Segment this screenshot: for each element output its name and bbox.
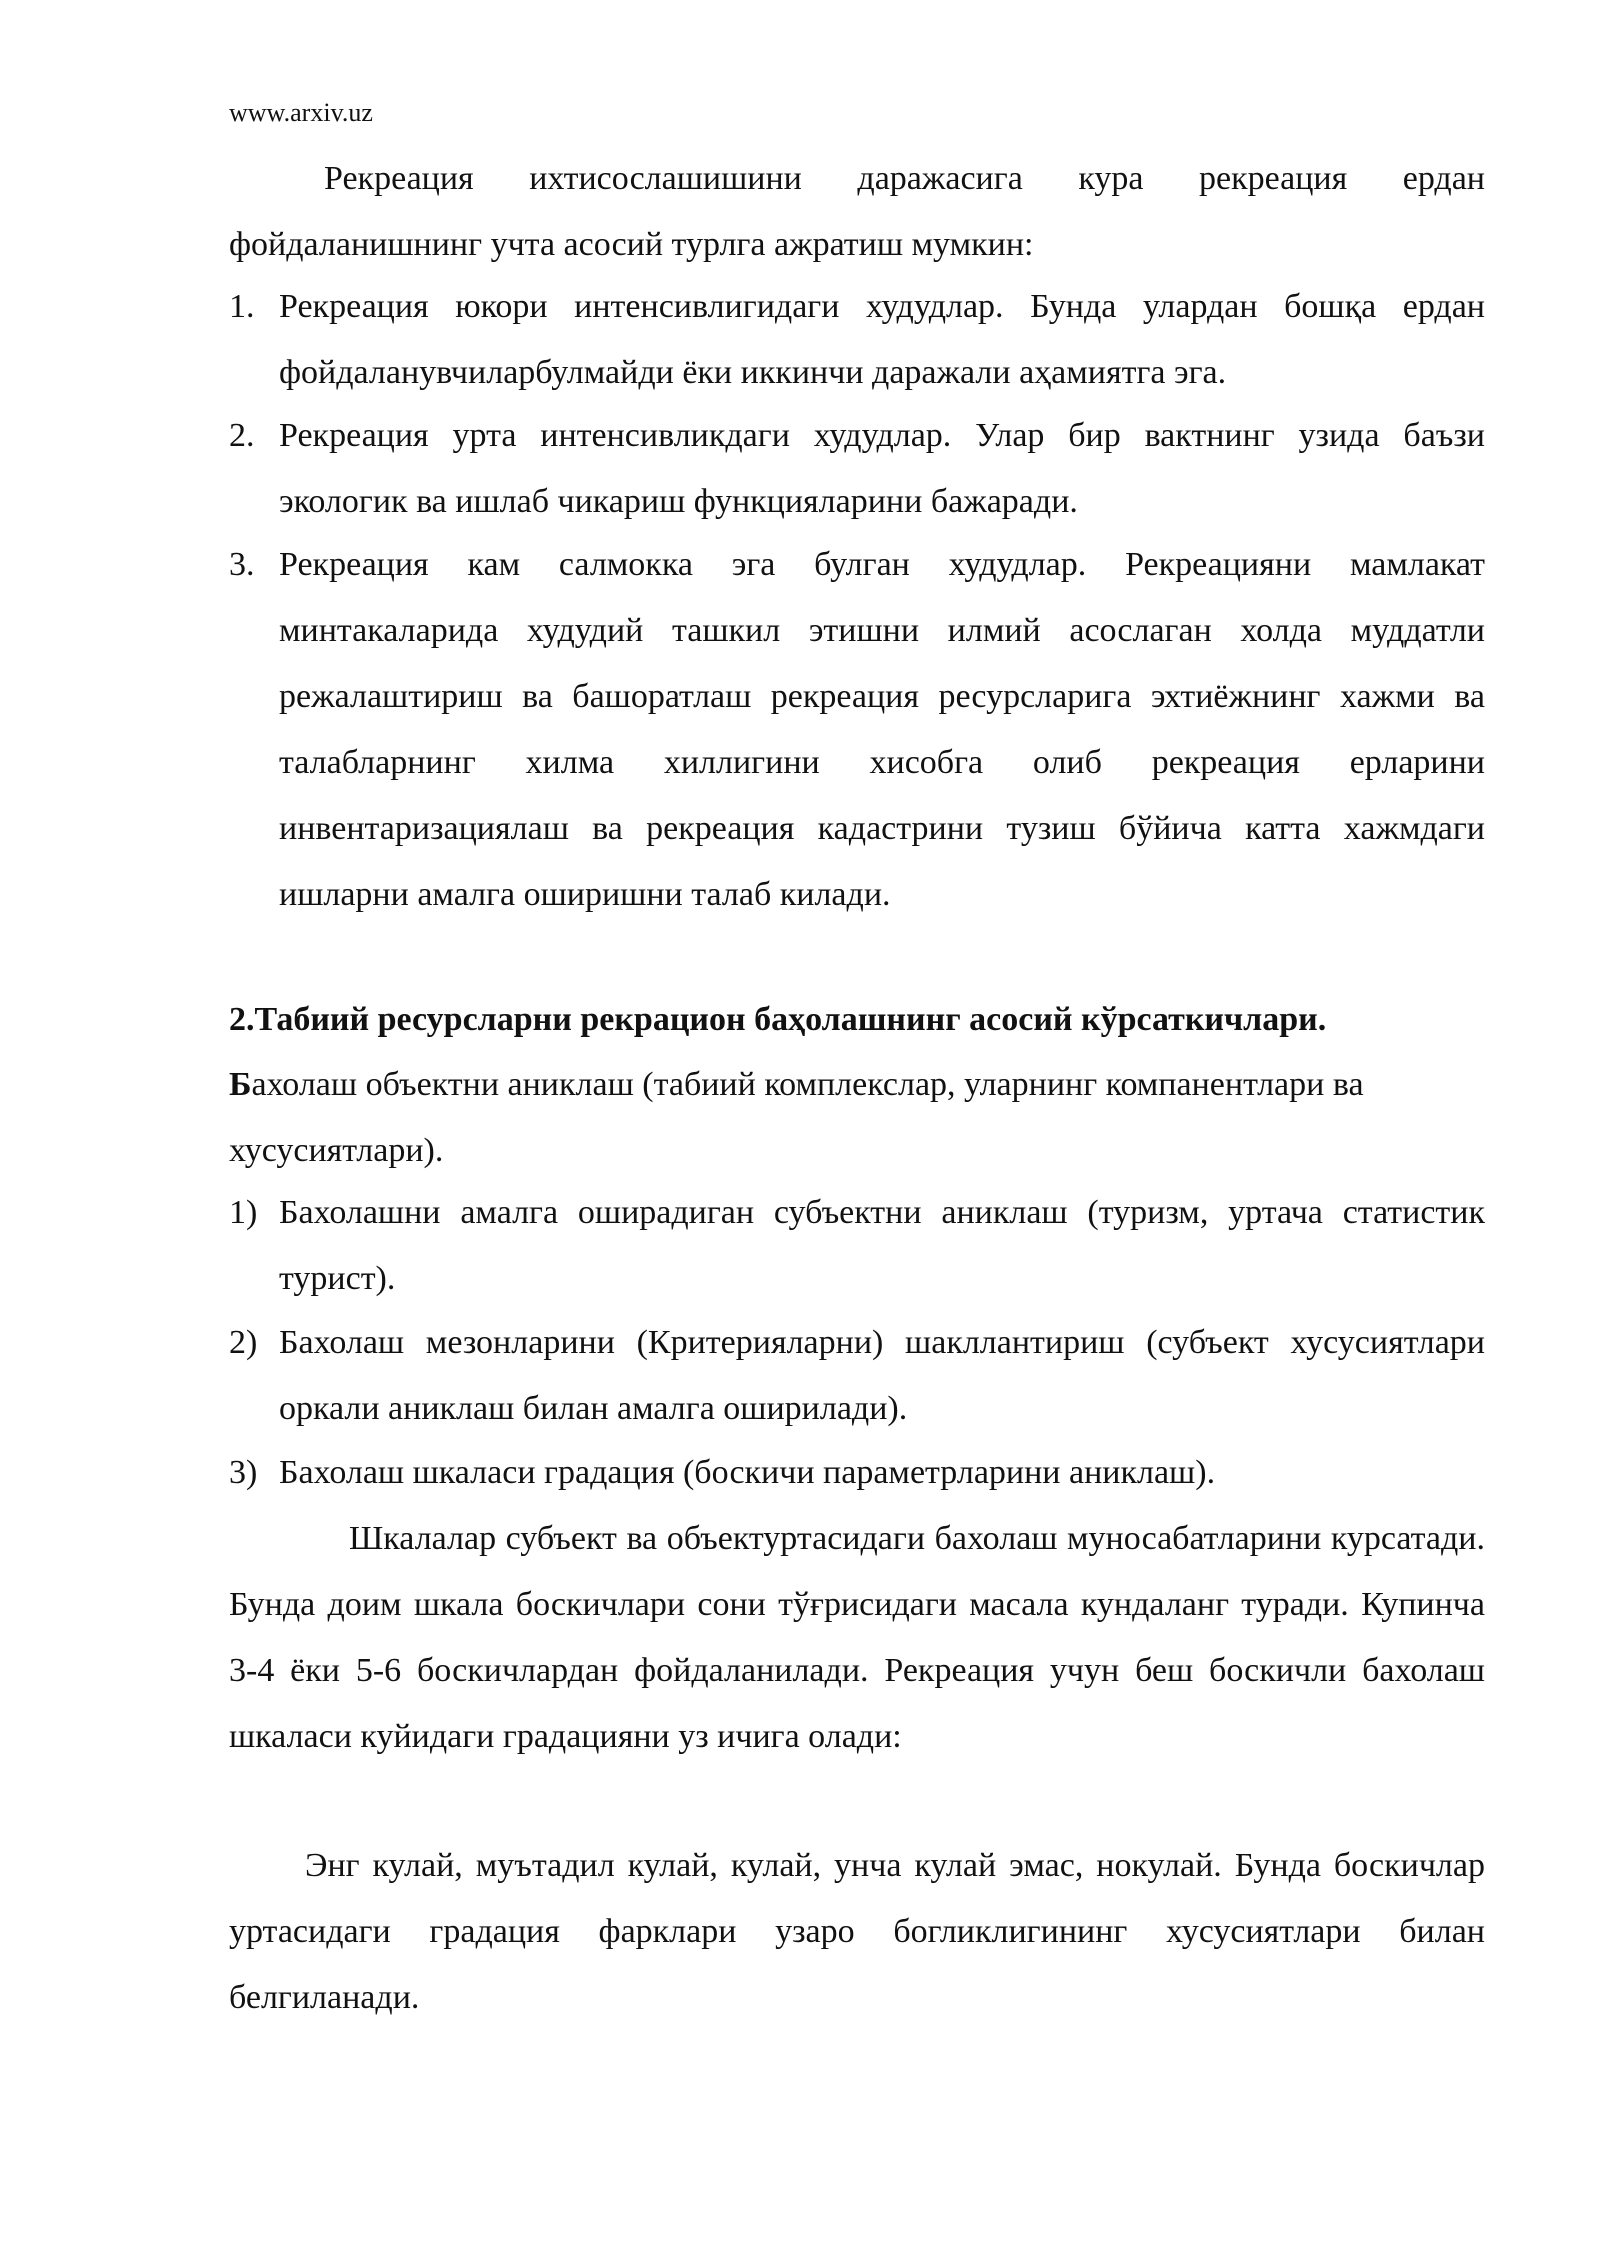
list-item-3	[229, 532, 1485, 928]
list-number: 2.	[229, 417, 255, 454]
list-item-text: Бахолаш мезонларини (Критерияларни) шакллантириш (субъект хусусиятлари оркали аниклаш билан амалга оширилади).	[279, 1324, 1485, 1427]
list-number: 1.	[229, 288, 255, 325]
list-number: 1)	[229, 1194, 258, 1231]
list-item-text: Бахолашни амалга оширадиган субъектни аниклаш (туризм, уртача статистик турист).	[279, 1194, 1485, 1297]
header-url: www.arxiv.uz	[229, 98, 373, 127]
section1-intro: Рекреация ихтисослашишини даражасига кура рекреация ердан фойдаланишнинг учта асосий турлга ажратиш мумкин:	[229, 160, 1485, 263]
list-item-text: Рекреация урта интенсивликдаги худудлар. Улар бир вактнинг узида баъзи экологик ва ишлаб чикариш функцияларини бажаради.	[279, 417, 1485, 520]
list-number: 2)	[229, 1324, 258, 1361]
list-item-2	[229, 403, 1485, 535]
list-number: 3.	[229, 546, 255, 583]
section2-paragraph1: Шкалалар субъект ва объектуртасидаги бахолаш муносабатларини курсатади. Бунда доим шкала боскичлари сони тўғрисидаги масала кундаланг туради. Купинча 3-4 ёки 5-6 боскичлардан фойдаланилади. Рекреация учун беш боскичли бахолаш шкаласи куйидаги градацияни уз ичига олади:	[229, 1520, 1485, 1755]
list-item-1b	[229, 1180, 1485, 1312]
list-item-2b	[229, 1310, 1485, 1442]
section2-heading: 2.Табиий ресурсларни рекрацион баҳолашнинг асосий кўрсаткичлари.	[229, 1001, 1327, 1038]
intro-bold-initial: Б	[229, 1066, 252, 1103]
list-number: 3)	[229, 1454, 258, 1491]
list-item-text: Бахолаш шкаласи градация (боскичи параметрларини аниклаш).	[279, 1454, 1216, 1491]
list-item-text: Рекреация кам салмокка эга булган худудлар. Рекреацияни мамлакат минтакаларида худудий ташкил этишни илмий асослаган холда муддатли режалаштириш ва башоратлаш рекреация ресурсларига эхтиёжнинг хажми ва талабларнинг хилма хиллигини хисобга олиб рекреация ерларини инвентаризациялаш ва рекреация кадастрини тузиш бўйича катта хажмдаги ишларни амалга оширишни талаб килади.	[279, 546, 1485, 913]
list-item-3b	[229, 1440, 1485, 1506]
list-item-1	[229, 274, 1485, 406]
section2-paragraph2: Энг кулай, муътадил кулай, кулай, унча кулай эмас, нокулай. Бунда боскичлар уртасидаги градация фарклари узаро богликлигининг хусусиятлари билан белгиланади.	[229, 1847, 1485, 2016]
list-item-text: Рекреация юкори интенсивлигидаги худудлар. Бунда улардан бошқа ердан фойдаланувчиларбулмайди ёки иккинчи даражали аҳамиятга эга.	[279, 288, 1485, 391]
section2-intro	[229, 1052, 1469, 1184]
intro-text: ахолаш объектни аниклаш (табиий комплекслар, уларнинг компанентлари ва хусусиятлари).	[229, 1066, 1364, 1169]
